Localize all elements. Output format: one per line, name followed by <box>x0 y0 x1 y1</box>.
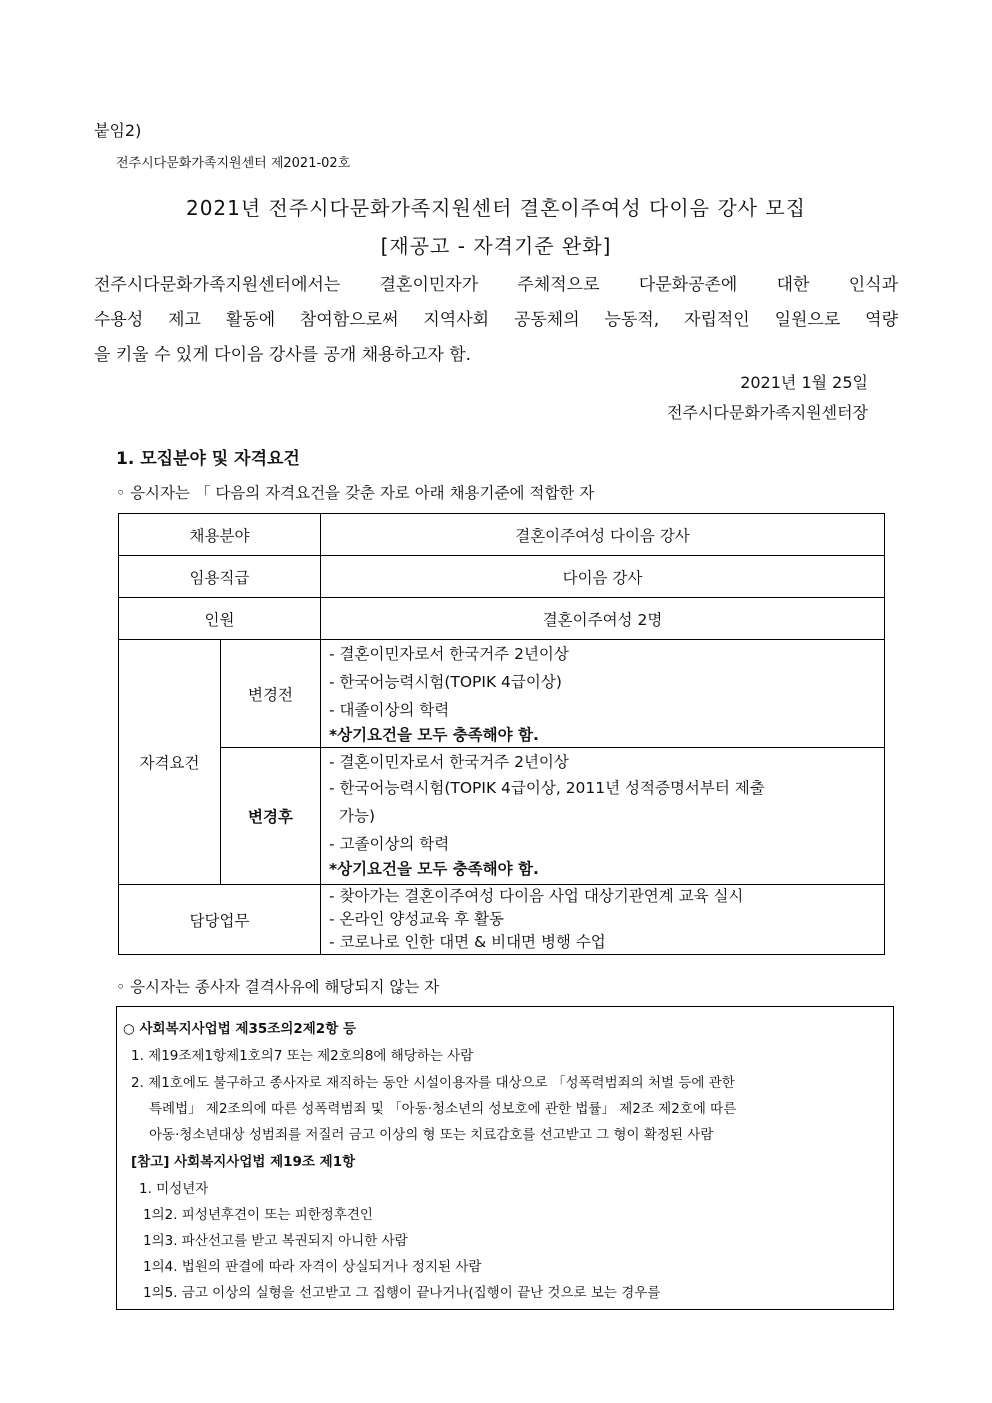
requirement-note: *상기요건을 모두 충족해야 함. <box>329 726 539 744</box>
reference-item: 1의3. 파산선고를 받고 복권되지 아니한 사람 <box>143 1233 408 1249</box>
list-item-continued: 가능) <box>339 807 375 825</box>
law-item: 1. 제19조제1항제1호의7 또는 제2호의8에 해당하는 사람 <box>131 1048 474 1064</box>
table-row <box>119 514 885 556</box>
signer: 전주시다문화가족지원센터장 <box>667 403 868 422</box>
law-reference-box <box>116 1006 894 1310</box>
intro-line-1: 전주시다문화가족지원센터에서는 결혼이민자가 주체적으로 다문화공존에 대한 인식과 <box>94 275 898 295</box>
reference-item: 1의5. 금고 이상의 실형을 선고받고 그 집행이 끝나거나(집행이 끝난 것으로 보는 경우를 <box>143 1285 661 1301</box>
list-item: - 고졸이상의 학력 <box>329 835 450 853</box>
list-item: - 결혼이민자로서 한국거주 2년이상 <box>329 753 569 771</box>
reference-title: [참고] 사회복지사업법 제19조 제1항 <box>131 1154 356 1170</box>
list-item: - 한국어능력시험(TOPIK 4급이상, 2011년 성적증명서부터 제출 <box>329 779 765 797</box>
intro-line-2: 수용성 제고 활동에 참여함으로써 지역사회 공동체의 능동적, 자립적인 일원으로 역량 <box>94 310 898 330</box>
field-value: 결혼이주여성 다이음 강사 <box>321 514 885 556</box>
before-requirements <box>321 640 885 748</box>
section-heading: 1. 모집분야 및 자격요건 <box>116 449 300 469</box>
field-label: 채용분야 <box>119 514 321 556</box>
document-number: 전주시다문화가족지원센터 제2021-02호 <box>116 156 351 171</box>
page-subtitle: [재공고 - 자격기준 완화] <box>380 234 612 258</box>
duty-items <box>321 885 885 955</box>
list-item: - 결혼이민자로서 한국거주 2년이상 <box>329 645 569 663</box>
before-label: 변경전 <box>221 640 321 748</box>
requirement-note: *상기요건을 모두 충족해야 함. <box>329 860 539 878</box>
law-item-continued: 아동·청소년대상 성범죄를 저질러 금고 이상의 형 또는 치료감호를 선고받고 그 형이 확정된 사람 <box>149 1127 714 1143</box>
applicant-note-1: ◦ 응시자는 「 다음의 자격요건을 갖춘 자로 아래 채용기준에 적합한 자 <box>116 484 595 502</box>
after-label: 변경후 <box>221 748 321 885</box>
rank-label: 임용직급 <box>119 556 321 598</box>
recruitment-table <box>118 513 885 955</box>
notice-date: 2021년 1월 25일 <box>740 373 868 392</box>
qualification-label: 자격요건 <box>119 640 221 885</box>
rank-value: 다이음 강사 <box>321 556 885 598</box>
table-row <box>119 598 885 640</box>
reference-item: 1. 미성년자 <box>139 1181 209 1197</box>
table-row <box>119 556 885 598</box>
duty-label: 담당업무 <box>119 885 321 955</box>
list-item: - 코로나로 인한 대면 & 비대면 병행 수업 <box>329 933 606 951</box>
table-row <box>119 748 885 885</box>
reference-item: 1의4. 법원의 판결에 따라 자격이 상실되거나 정지된 사람 <box>143 1259 482 1275</box>
count-value: 결혼이주여성 2명 <box>321 598 885 640</box>
applicant-note-2: ◦ 응시자는 종사자 결격사유에 해당되지 않는 자 <box>116 978 440 996</box>
list-item: - 온라인 양성교육 후 활동 <box>329 910 505 928</box>
attachment-label: 붙임2) <box>94 121 142 140</box>
reference-item: 1의2. 피성년후견이 또는 피한정후견인 <box>143 1207 373 1223</box>
intro-line-3: 을 키울 수 있게 다이음 강사를 공개 채용하고자 함. <box>94 345 472 365</box>
page-title: 2021년 전주시다문화가족지원센터 결혼이주여성 다이음 강사 모집 <box>185 196 806 220</box>
count-label: 인원 <box>119 598 321 640</box>
law-item-continued: 특례법」 제2조의에 따른 성폭력범죄 및 「아동·청소년의 성보호에 관한 법률」 제2조 제2호에 따른 <box>149 1101 737 1117</box>
after-requirements <box>321 748 885 885</box>
table-row <box>119 640 885 748</box>
table-row <box>119 885 885 955</box>
list-item: - 한국어능력시험(TOPIK 4급이상) <box>329 673 562 691</box>
law-title: ○ 사회복지사업법 제35조의2제2항 등 <box>123 1021 356 1037</box>
law-item: 2. 제1호에도 불구하고 종사자로 재직하는 동안 시설이용자를 대상으로 「성폭력범죄의 처벌 등에 관한 <box>131 1075 735 1091</box>
list-item: - 대졸이상의 학력 <box>329 701 450 719</box>
list-item: - 찾아가는 결혼이주여성 다이음 사업 대상기관연계 교육 실시 <box>329 887 744 905</box>
